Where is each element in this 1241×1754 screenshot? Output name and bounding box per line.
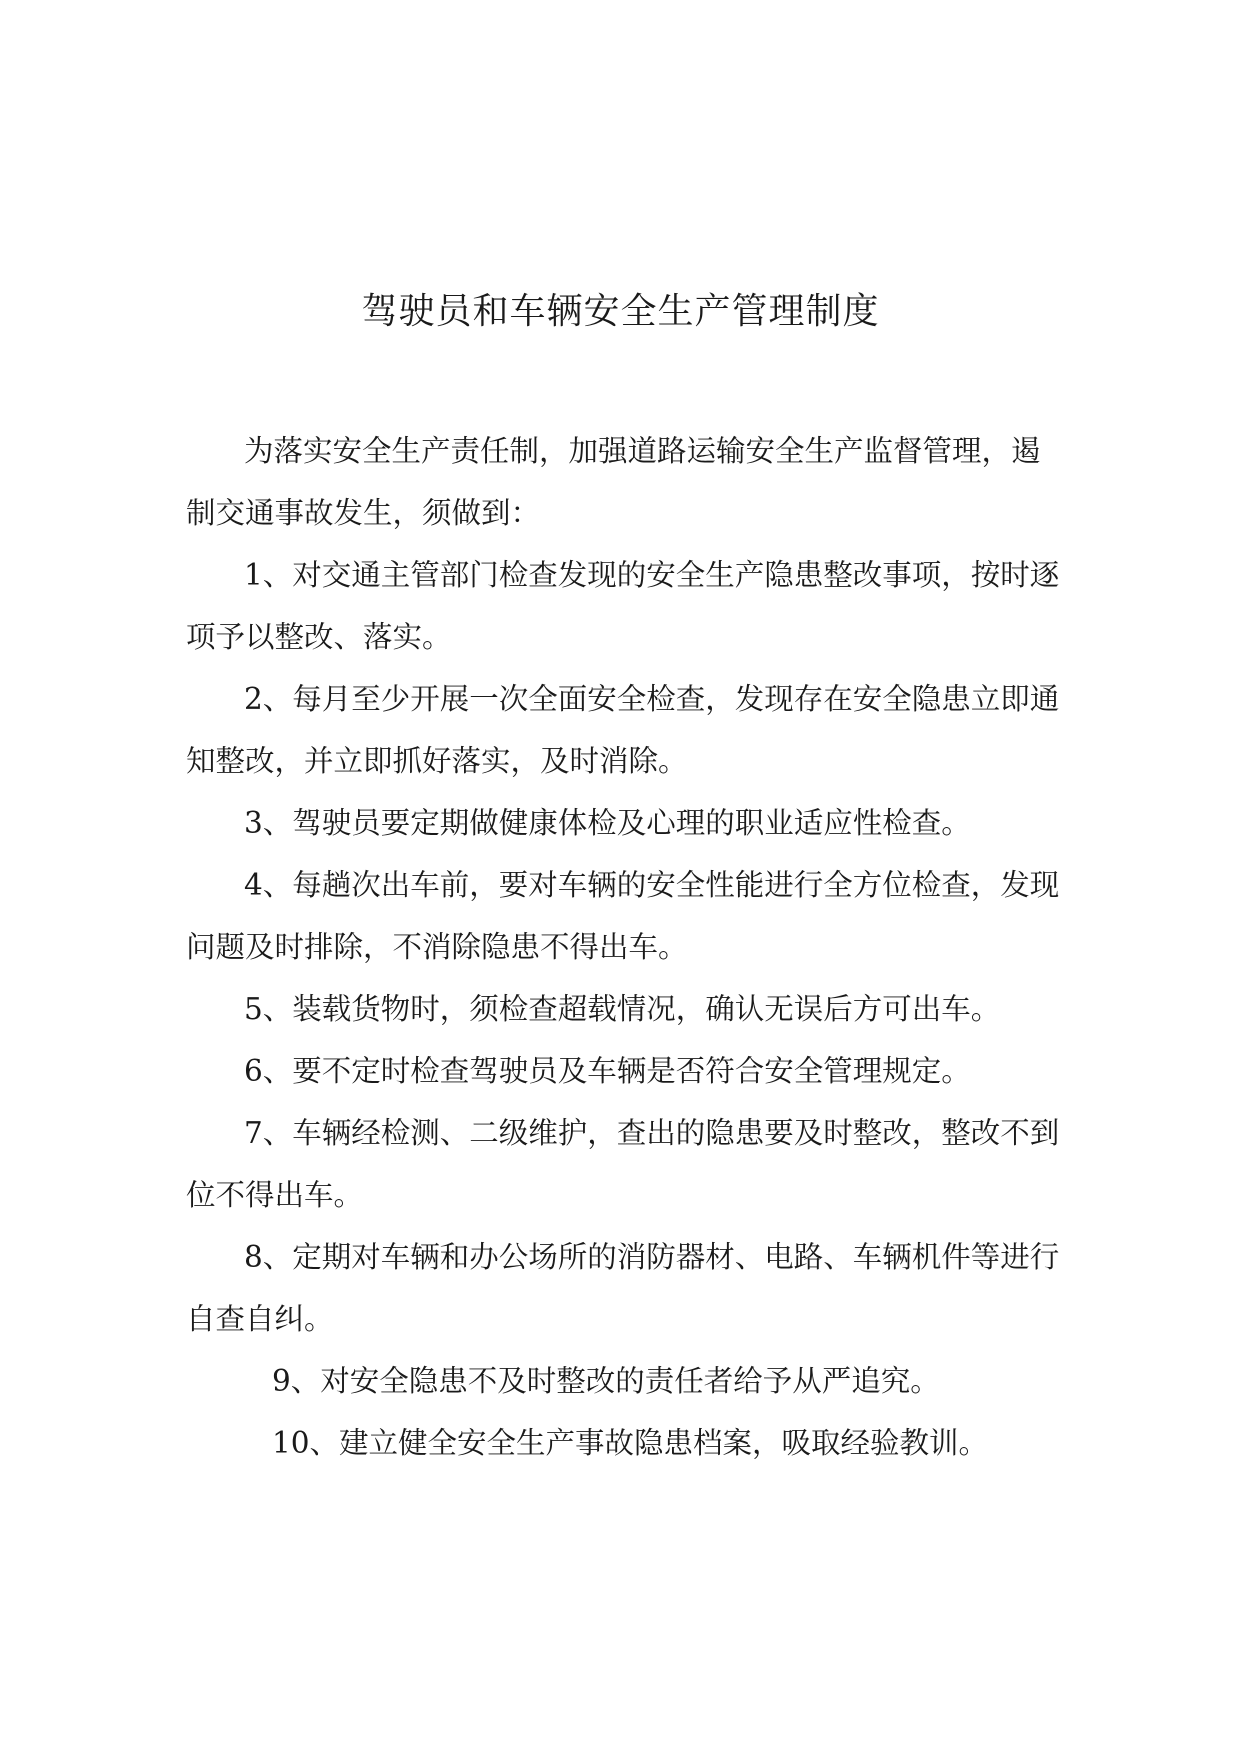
rule-item-9: 9、对安全隐患不及时整改的责任者给予从严追究。 bbox=[272, 1364, 940, 1398]
rule-item-3: 3、驾驶员要定期做健康体检及心理的职业适应性检查。 bbox=[244, 806, 971, 840]
rule-item-5: 5、装载货物时，须检查超载情况，确认无误后方可出车。 bbox=[244, 992, 1001, 1026]
rule-item-6: 6、要不定时检查驾驶员及车辆是否符合安全管理规定。 bbox=[244, 1054, 971, 1088]
rule-item-1: 1、对交通主管部门检查发现的安全生产隐患整改事项，按时逐项予以整改、落实。 bbox=[186, 558, 1060, 654]
rule-item-4: 4、每趟次出车前，要对车辆的安全性能进行全方位检查，发现问题及时排除，不消除隐患不得出车。 bbox=[186, 868, 1060, 964]
document-body bbox=[186, 420, 1066, 1474]
rule-item-2: 2、每月至少开展一次全面安全检查，发现存在安全隐患立即通知整改，并立即抓好落实，及时消除。 bbox=[186, 682, 1060, 778]
rule-item-7: 7、车辆经检测、二级维护，查出的隐患要及时整改，整改不到位不得出车。 bbox=[186, 1116, 1060, 1212]
rule-item-10: 10、建立健全安全生产事故隐患档案，吸取经验教训。 bbox=[272, 1426, 989, 1460]
intro-paragraph: 为落实安全生产责任制，加强道路运输安全生产监督管理，遏制交通事故发生，须做到： bbox=[186, 434, 1041, 530]
rule-item-8: 8、定期对车辆和办公场所的消防器材、电路、车辆机件等进行自查自纠。 bbox=[186, 1240, 1060, 1336]
document-title: 驾驶员和车辆安全生产管理制度 bbox=[361, 291, 880, 332]
